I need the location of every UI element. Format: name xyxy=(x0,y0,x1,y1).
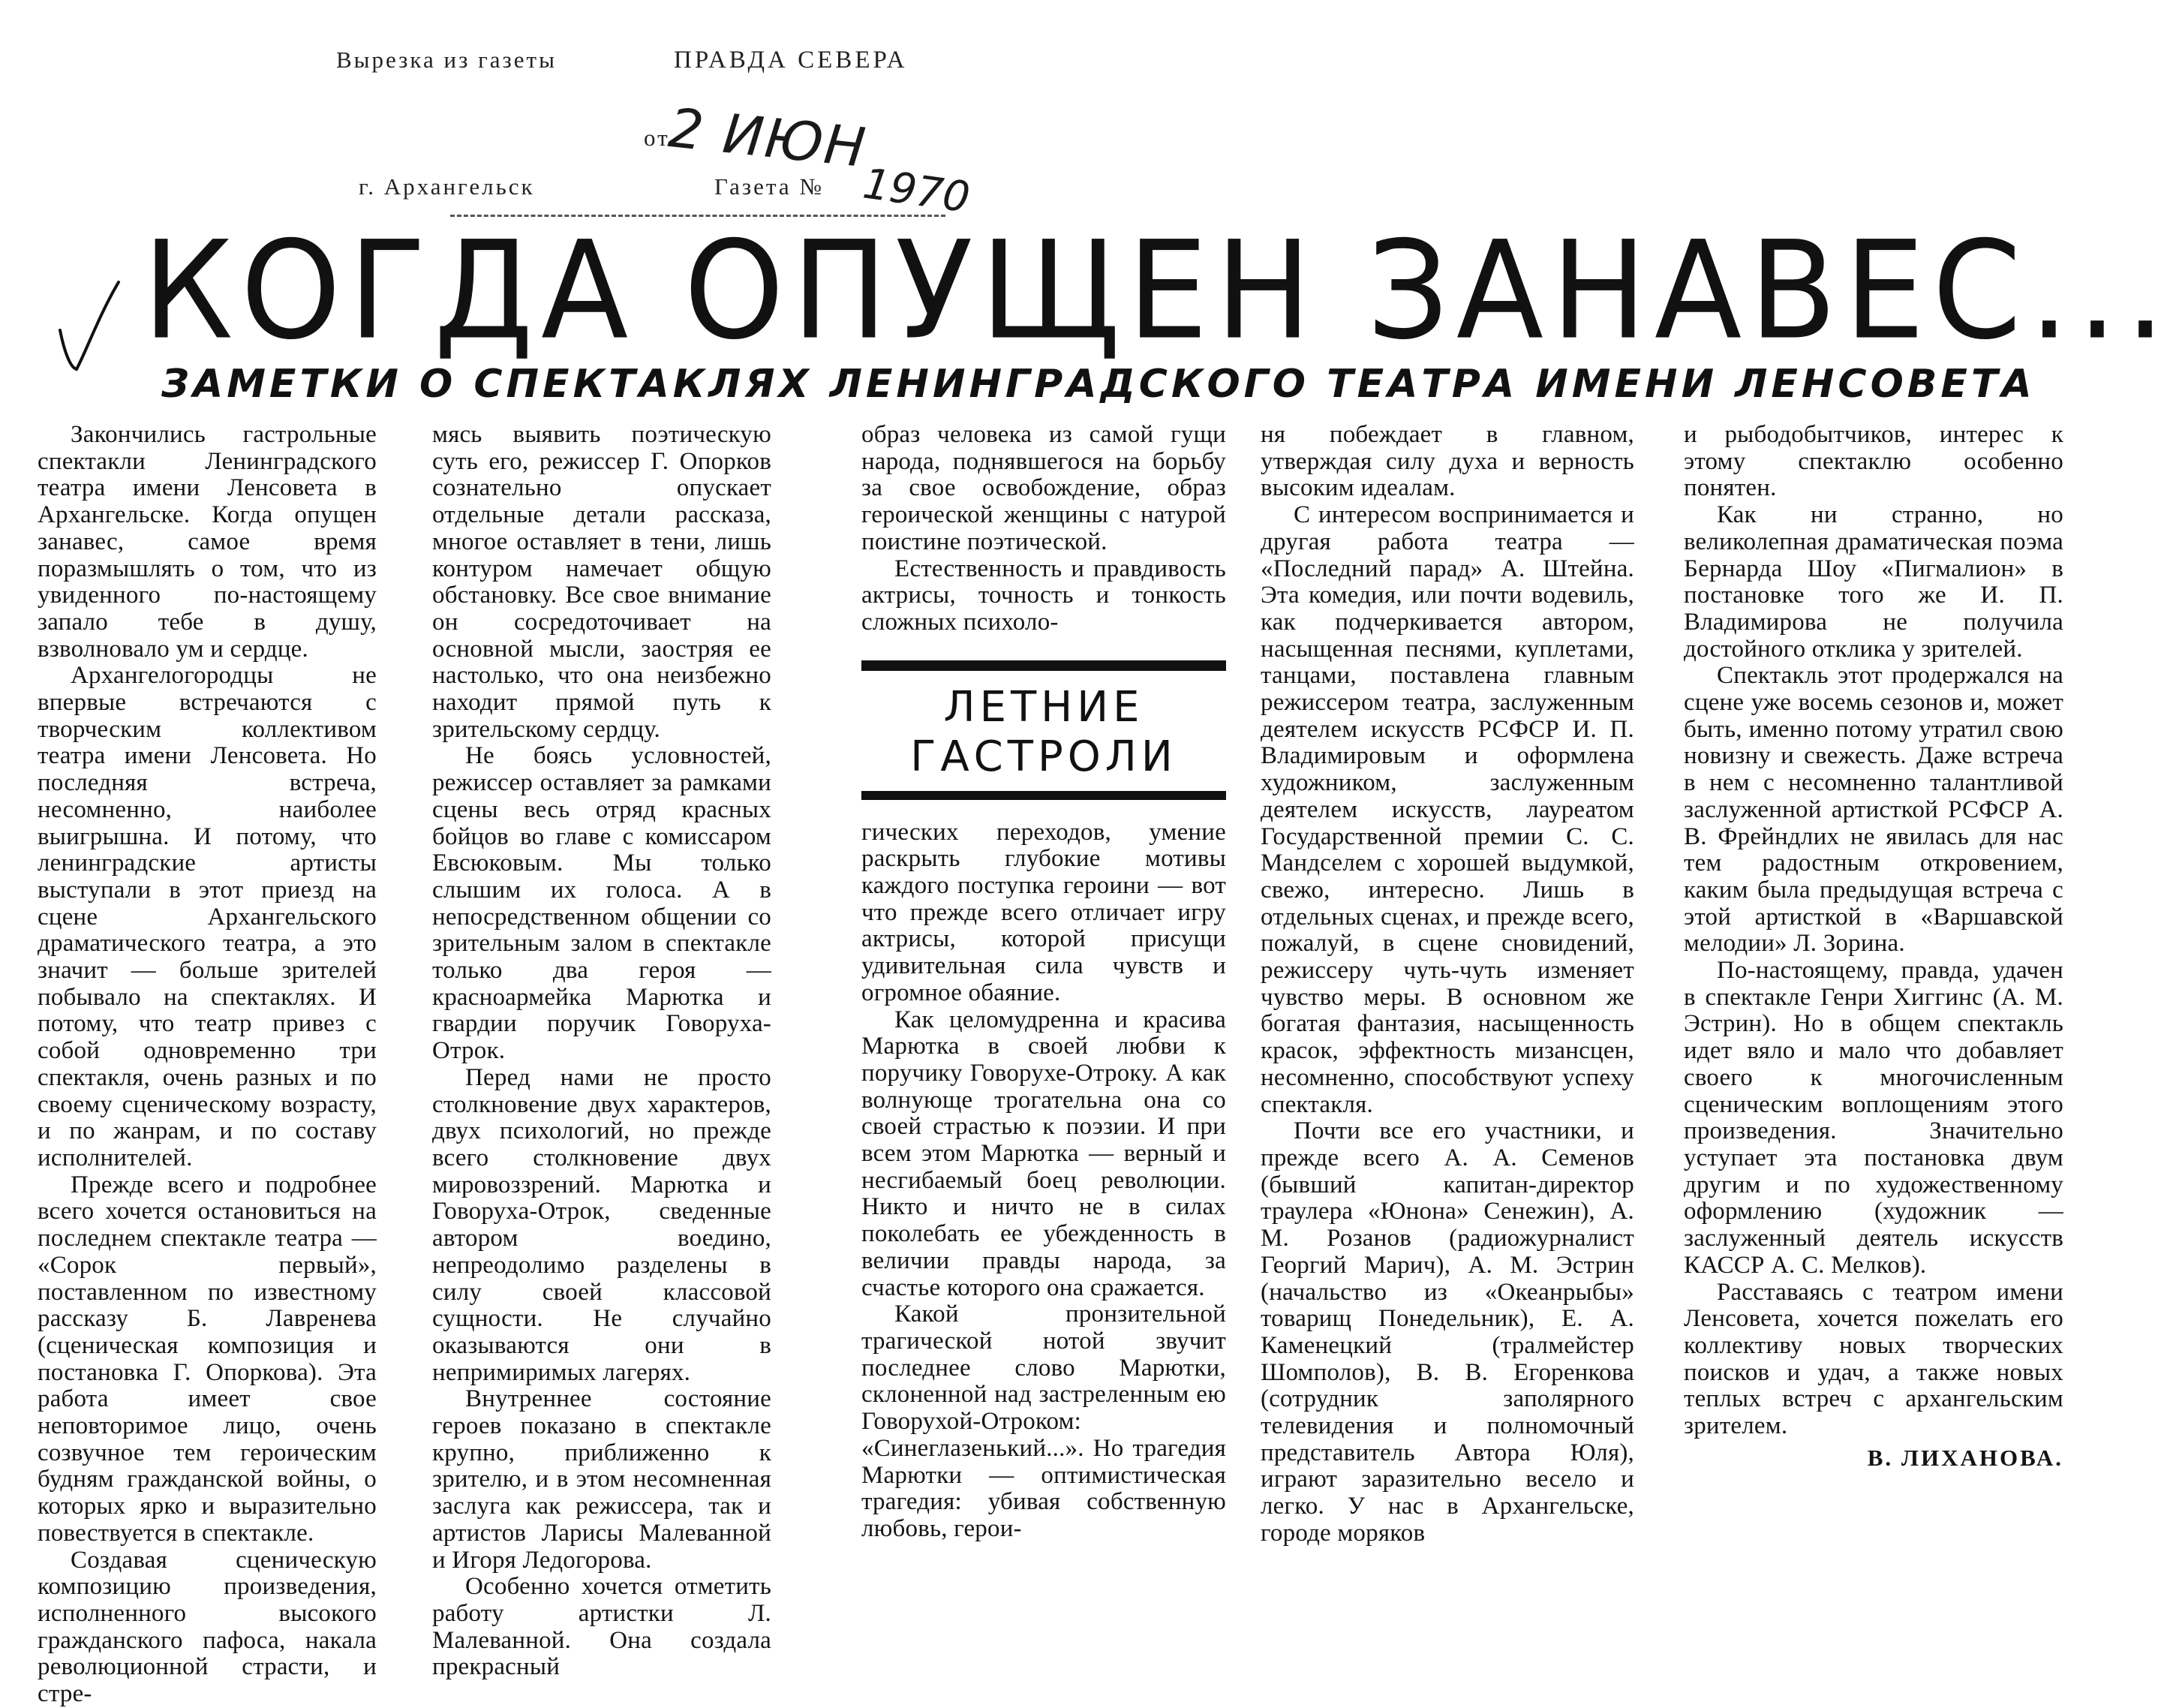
rubric-rule-top xyxy=(861,660,1226,671)
paragraph: Спектакль этот продержался на сцене уже восемь сезонов и, может быть, именно потому утратил свою новизну и свежесть. Даже встреча в нем с несомненно талантливой заслуженной артисткой РСФСР А. В. Фрейндлих не явилась для нас тем радостным откровением, каким была предыдущая встреча с этой артисткой в «Варшавской мелодии» Л. Зорина. xyxy=(1684,662,2063,958)
paragraph: С интересом воспринимается и другая работа театра — «Последний парад» А. Штейна. Эта комедия, или почти водевиль, как подчеркивается автором, насыщенная песнями, куплетами, танцами, поставлена главным режиссером театра, заслуженным деятелем искусств РСФСР И. П. Владимировым и оформлена художником, заслуженным деятелем искусств, лауреатом Государственной премии С. С. Мандселем с хорошей выдумкой, свежо, интересно. Лишь в отдельных сценах, и прежде всего, пожалуй, в сцене сновидений, режиссеру чуть-чуть изменяет чувство меры. В основном же богатая фантазия, насыщенность красок, эффектность мизансцен, несомненно, способствуют успеху спектакля. xyxy=(1261,501,1634,1118)
paragraph: Перед нами не просто столкновение двух характеров, двух психологий, но прежде всего столкновение двух мировоззрений. Марютка и Говоруха-Отрок, сведенные автором воедино, непреодолимо разделены в силу своей классовой сущности. Не случайно оказываются они в непримиримых лагерях. xyxy=(432,1063,771,1386)
paragraph: Как целомудренна и красива Марютка в своей любви к поручику Говорухе-Отроку. А как волнующе трогательна она со своей страстью к поэзии. И при всем этом Марютка — верный и несгибаемый боец революции. Никто и ничто не в силах поколебать ее убежденность в величии правды народа, за счастье которого она сражается. xyxy=(861,1006,1226,1301)
paragraph: Прежде всего и подробнее всего хочется остановиться на последнем спектакле театра — «Сорок первый», поставленном по известному рассказу Б. Лавренева (сценическая композиция и постановка Г. Опоркова). Эта работа имеет свое неповторимое лицо, очень созвучное тем героическим будням гражданской войны, о которых ярко и выразительно повествуется в спектакле. xyxy=(38,1171,377,1547)
paragraph: Какой пронзительной трагической нотой звучит последнее слово Марютки, склоненной над застреленным ею Говорухой-Отроком: «Синеглазенький...». Но трагедия Марютки — оптимистическая трагедия: убивая собственную любовь, герои- xyxy=(861,1301,1226,1542)
date-stamp: 2 ИЮН xyxy=(666,96,870,180)
article-column-5 xyxy=(1684,422,2063,1577)
issue-number-label: Газета № xyxy=(714,173,824,200)
paragraph: гических переходов, умение раскрыть глубокие мотивы каждого поступка героини — вот что прежде всего отличает игру актрисы, которой присущи удивительная сила чувств и огромное обаяние. xyxy=(861,818,1226,1006)
article-column-4 xyxy=(1261,422,1634,1577)
author-signature: В. ЛИХАНОВА. xyxy=(1867,1444,2063,1471)
year-stamp: 1970 xyxy=(860,159,973,223)
paragraph: Закончились гастрольные спектакли Ленинградского театра имени Ленсовета в Архангельске. Когда опущен занавес, самое время поразмышлять о том, что из увиденного по-настоящему запало тебе в душу, взволновало ум и сердце. xyxy=(38,421,377,663)
article-headline: КОГДА ОПУЩЕН ЗАНАВЕС... xyxy=(143,212,2173,370)
paragraph: Особенно хочется отметить работу артистки Л. Малеванной. Она создала прекрасный xyxy=(432,1573,771,1681)
paragraph: Не боясь условностей, режиссер оставляет за рамками сцены весь отряд красных бойцов во главе с комиссаром Евсюковым. Мы только слышим их голоса. А в непосредственном общении со зрительным залом в спектакле только два героя — красноармейка Марютка и гвардии поручик Говоруха-Отрок. xyxy=(432,742,771,1065)
paragraph: По-настоящему, правда, удачен в спектакле Генри Хиггинс (А. М. Эстрин). Но в общем спектакль идет вяло и мало что добавляет своего к многочисленным сценическим воплощениям этого произведения. Значительно уступает эта постановка двум другим и по художественному оформлению (художник — заслуженный деятель искусств КАССР А. С. Мелков). xyxy=(1684,957,2063,1279)
article-column-1 xyxy=(38,421,377,1708)
paragraph: и рыбодобытчиков, интерес к этому спектаклю особенно понятен. xyxy=(1684,421,2063,502)
article-column-3 xyxy=(861,422,1226,1577)
paragraph: Архангелогородцы не впервые встречаются с творческим коллективом театра имени Ленсовета. Но последняя встреча, несомненно, наиболее выигрышна. И потому, что ленинградские артисты выступали в этот приезд на сцене Архангельского драматического театра, а это значит — больше зрителей побывало на спектаклях. И потому, что театр привез с собой одновременно три спектакля, очень разных и по своему сценическому возрасту, и по жанрам, и по составу исполнителей. xyxy=(38,662,377,1171)
date-prefix: от xyxy=(644,125,670,151)
article-subtitle: ЗАМЕТКИ О СПЕКТАКЛЯХ ЛЕНИНГРАДСКОГО ТЕАТРА ИМЕНИ ЛЕНСОВЕТА xyxy=(161,362,2036,407)
article-column-2 xyxy=(432,421,771,1681)
checkmark-icon xyxy=(54,278,122,375)
paragraph: мясь выявить поэтическую суть его, режиссер Г. Опорков сознательно опускает отдельные детали рассказа, многое оставляет в тени, лишь контуром намечает общую обстановку. Все свое внимание он сосредоточивает на основной мысли, заостряя ее настолько, что она неизбежно находит прямой путь к зрительскому сердцу. xyxy=(432,421,771,743)
rubric-rule-bottom xyxy=(861,791,1226,800)
paragraph: Почти все его участники, и прежде всего А. А. Семенов (бывший капитан-директор траулера «Юнона» Сенежин), А. М. Розанов (радиожурналист Георгий Марич), А. М. Эстрин (начальство из «Океанрыбы» товарищ Понедельник), Е. А. Каменецкий (тралмейстер Шомполов), В. В. Егоренкова (сотрудник заполярного телевидения и полномочный представитель Автора Юля), играют заразительно весело и легко. У нас в Архангельске, городе моряков xyxy=(1261,1117,1634,1547)
paragraph: ня побеждает в главном, утверждая силу духа и верность высоким идеалам. xyxy=(1261,421,1634,502)
paragraph: Создавая сценическую композицию произведения, исполненного высокого гражданского пафоса, накала революционной страсти, и стре- xyxy=(38,1546,377,1708)
paragraph: Внутреннее состояние героев показано в спектакле крупно, приближенно к зрителю, и в этом несомненная заслуга как режиссера, так и артистов Ларисы Малеванной и Игоря Ледогорова. xyxy=(432,1385,771,1574)
paragraph: Расставаясь с театром имени Ленсовета, хочется пожелать его коллективу новых творческих поисков и удач, а также новых теплых встреч с архангельским зрителем. xyxy=(1684,1278,2063,1440)
paragraph: Естественность и правдивость актрисы, точность и тонкость сложных психоло- xyxy=(861,555,1226,636)
rubric-title: ЛЕТНИЕ ГАСТРОЛИ xyxy=(910,682,1177,781)
rubric-box xyxy=(861,644,1226,807)
city-label: г. Архангельск xyxy=(359,173,535,200)
paragraph: Как ни странно, но великолепная драматическая поэма Бернарда Шоу «Пигмалион» в постановке того же И. П. Владимирова не получила достойного отклика у зрителей. xyxy=(1684,501,2063,663)
paragraph: образ человека из самой гущи народа, поднявшегося на борьбу за свое освобождение, образ героической женщины с натурой поистине поэтической. xyxy=(861,421,1226,555)
newspaper-name: ПРАВДА СЕВЕРА xyxy=(674,47,908,74)
clipping-source-label: Вырезка из газеты xyxy=(336,47,557,73)
